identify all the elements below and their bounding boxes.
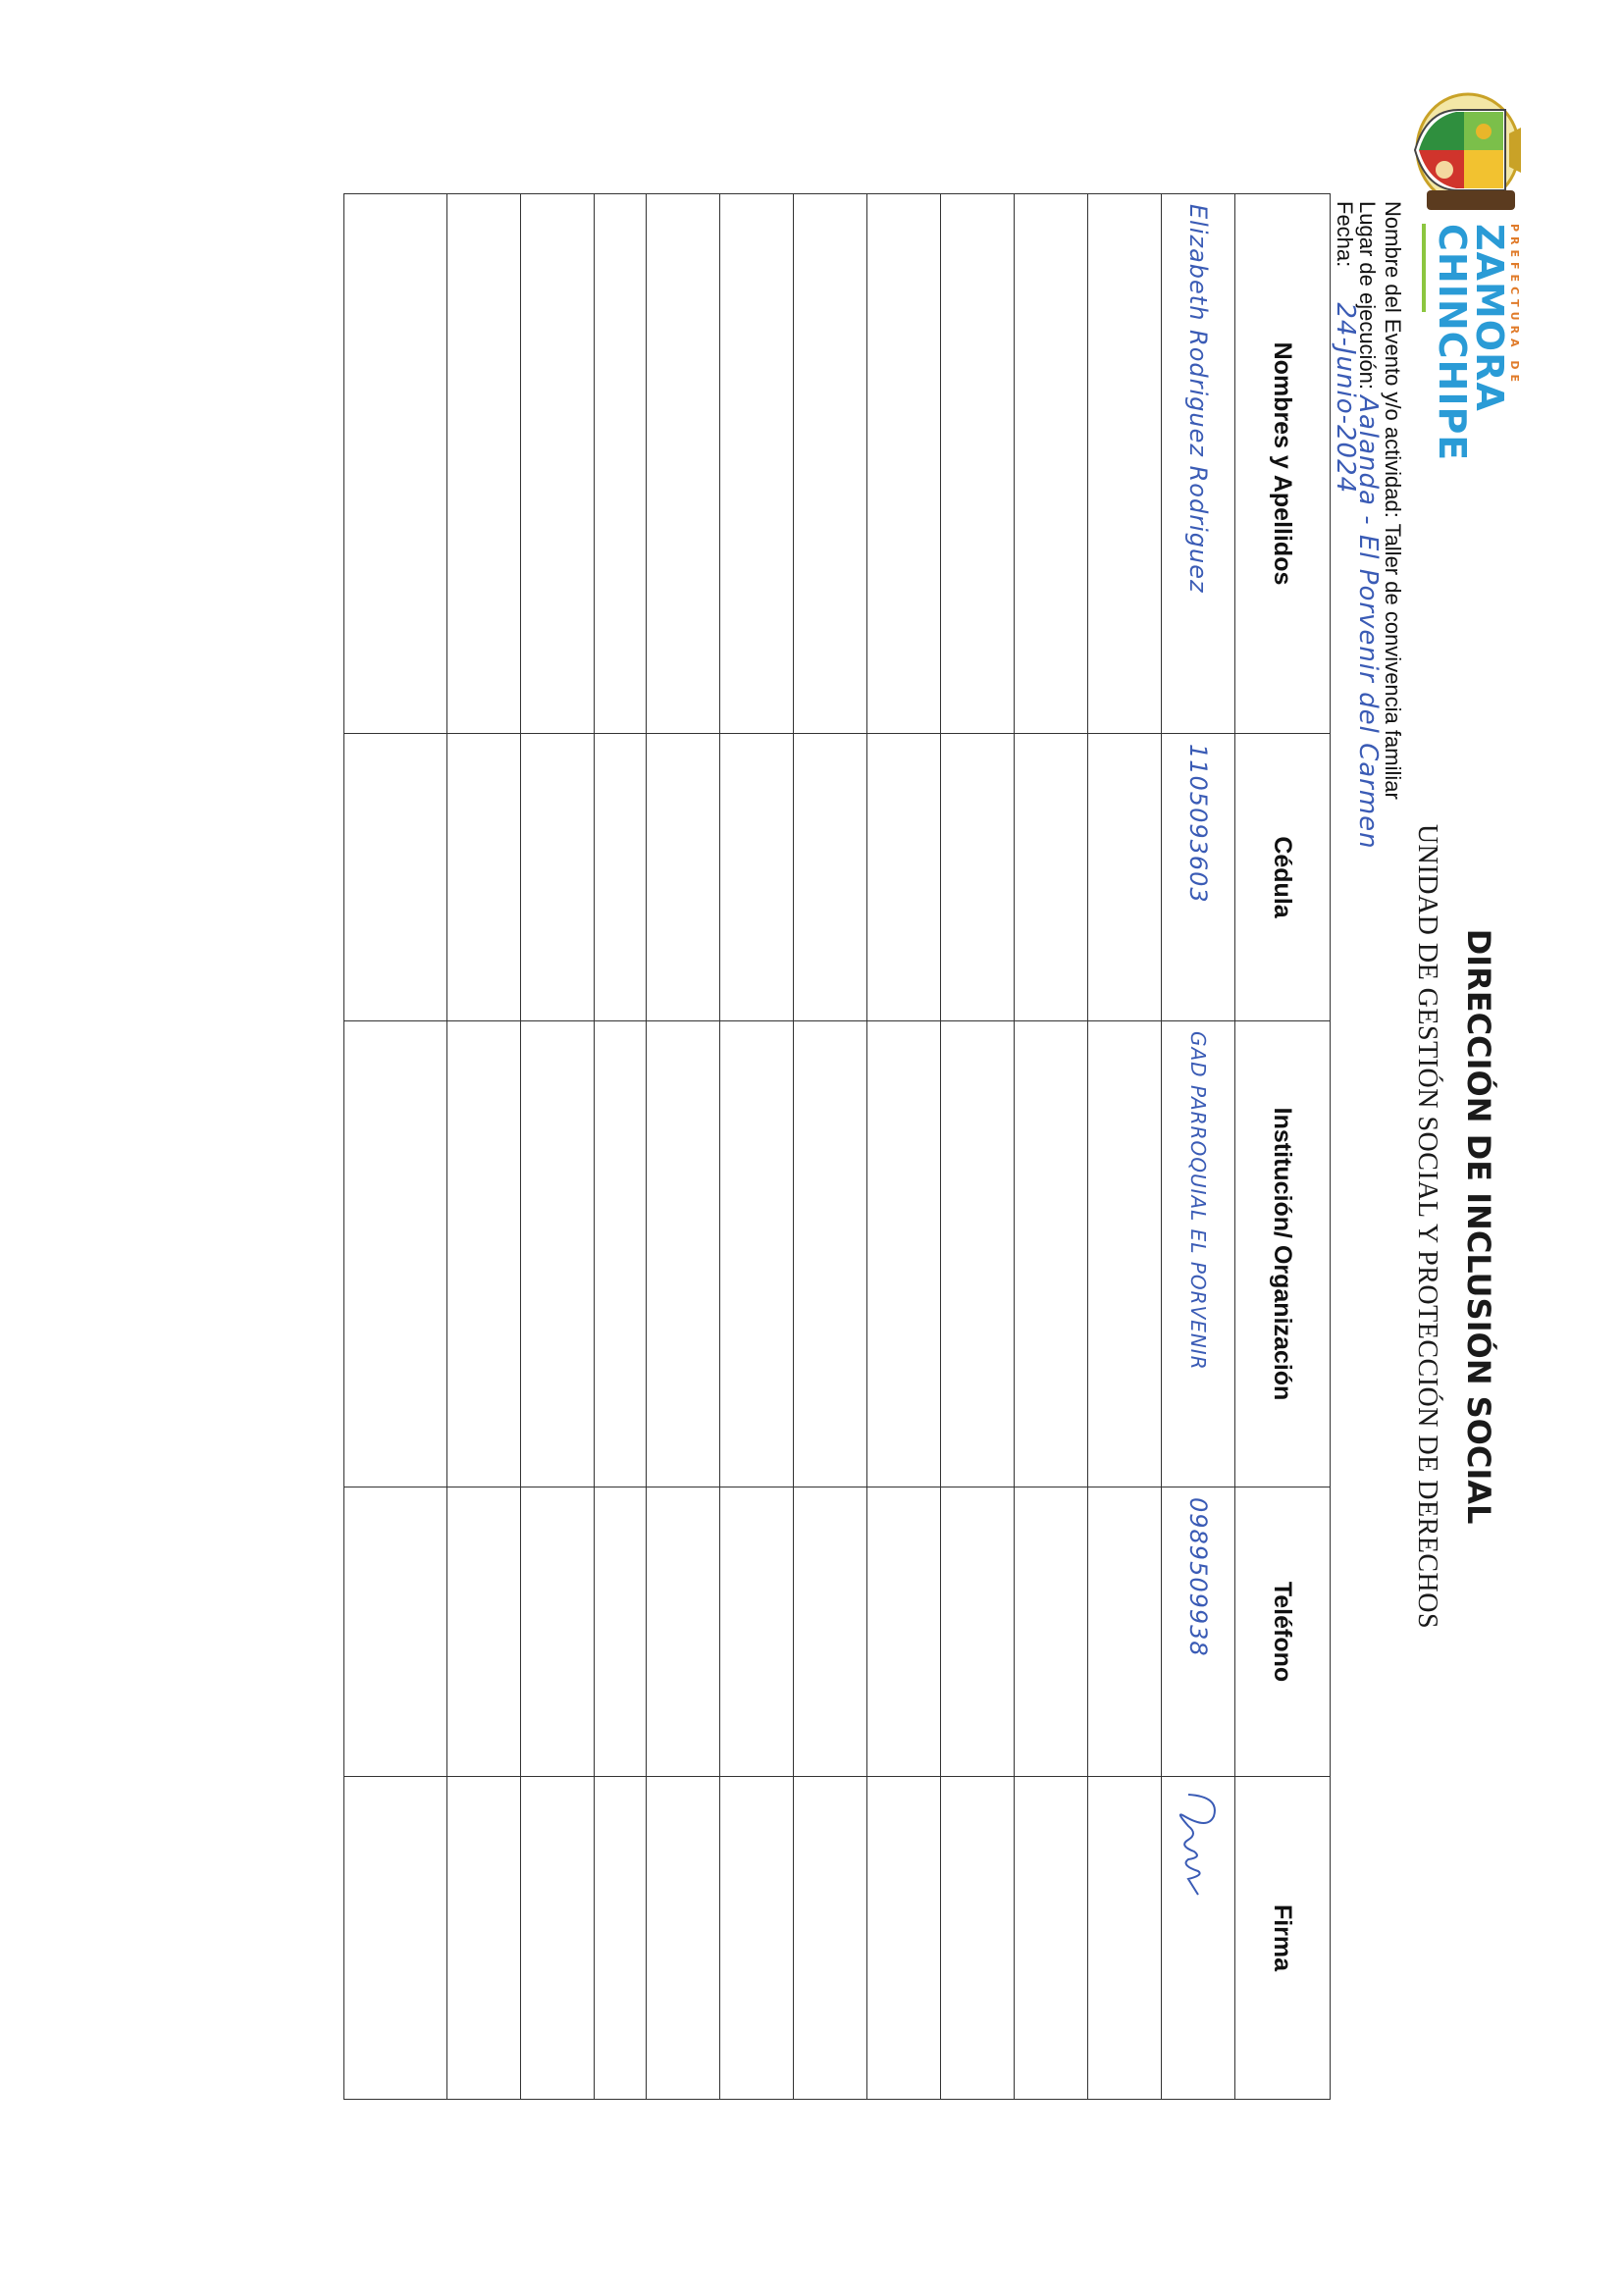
cell-name[interactable] xyxy=(447,194,521,734)
cell-signature[interactable] xyxy=(344,1777,447,2100)
table-row xyxy=(720,194,794,2100)
signature-icon xyxy=(1169,1787,1228,1905)
cell-institution[interactable] xyxy=(867,1021,941,1487)
brand-line-2: CHINCHIPE xyxy=(1431,224,1474,462)
page-subtitle: UNIDAD DE GESTIÓN SOCIAL Y PROTECCIÓN DE DERECHOS xyxy=(1412,823,1442,1630)
cell-name[interactable]: Elizabeth Rodriguez Rodriguez xyxy=(1162,194,1235,734)
brand-line-1: ZAMORA xyxy=(1468,224,1511,412)
cell-cedula[interactable] xyxy=(447,734,521,1021)
table-row xyxy=(1015,194,1088,2100)
event-date-value: 24-Junio-2024 xyxy=(1331,302,1360,495)
cell-cedula[interactable] xyxy=(1088,734,1162,1021)
cell-signature[interactable] xyxy=(595,1777,647,2100)
event-name-label: Nombre del Evento y/o actividad: xyxy=(1381,201,1405,518)
column-header-names: Nombres y Apellidos xyxy=(1235,194,1331,734)
cell-phone[interactable] xyxy=(595,1487,647,1777)
cell-name[interactable] xyxy=(521,194,595,734)
cell-signature[interactable] xyxy=(1015,1777,1088,2100)
cell-phone[interactable] xyxy=(447,1487,521,1777)
cell-cedula[interactable] xyxy=(794,734,867,1021)
cell-signature[interactable] xyxy=(794,1777,867,2100)
column-header-signature: Firma xyxy=(1235,1777,1331,2100)
cell-signature[interactable] xyxy=(1088,1777,1162,2100)
cell-cedula[interactable] xyxy=(647,734,720,1021)
cell-signature[interactable] xyxy=(720,1777,794,2100)
cell-name[interactable] xyxy=(647,194,720,734)
table-row xyxy=(867,194,941,2100)
cell-name[interactable] xyxy=(720,194,794,734)
table-row xyxy=(595,194,647,2100)
cell-cedula[interactable] xyxy=(344,734,447,1021)
cell-signature[interactable] xyxy=(521,1777,595,2100)
crest-icon xyxy=(1407,88,1535,216)
cell-institution[interactable] xyxy=(647,1021,720,1487)
cell-phone[interactable] xyxy=(1088,1487,1162,1777)
cell-signature[interactable] xyxy=(941,1777,1015,2100)
cell-institution[interactable]: GAD PARROQUIAL EL PORVENIR xyxy=(1162,1021,1235,1487)
cell-phone[interactable]: 0989509938 xyxy=(1162,1487,1235,1777)
cell-cedula[interactable]: 1105093603 xyxy=(1162,734,1235,1021)
table-row xyxy=(647,194,720,2100)
event-date-label: Fecha: xyxy=(1333,201,1357,268)
cell-cedula[interactable] xyxy=(521,734,595,1021)
table-header-row xyxy=(1235,194,1331,2100)
cell-phone[interactable] xyxy=(794,1487,867,1777)
cell-cedula[interactable] xyxy=(941,734,1015,1021)
cell-signature[interactable] xyxy=(647,1777,720,2100)
table-row xyxy=(1162,194,1235,2100)
cell-name[interactable] xyxy=(1015,194,1088,734)
cell-cedula[interactable] xyxy=(1015,734,1088,1021)
cell-institution[interactable] xyxy=(720,1021,794,1487)
table-row xyxy=(521,194,595,2100)
cell-name[interactable] xyxy=(1088,194,1162,734)
event-place-value: Aalanda - El Porvenir del Carmen xyxy=(1353,395,1383,850)
table-row xyxy=(1088,194,1162,2100)
brand-prefix: PREFECTURA DE xyxy=(1508,224,1521,388)
cell-institution[interactable] xyxy=(794,1021,867,1487)
table-row xyxy=(941,194,1015,2100)
cell-name[interactable] xyxy=(867,194,941,734)
cell-cedula[interactable] xyxy=(720,734,794,1021)
table-row xyxy=(344,194,447,2100)
cell-institution[interactable] xyxy=(1015,1021,1088,1487)
cell-phone[interactable] xyxy=(521,1487,595,1777)
page-title: DIRECCIÓN DE INCLUSIÓN SOCIAL xyxy=(1460,928,1497,1525)
cell-institution[interactable] xyxy=(344,1021,447,1487)
cell-cedula[interactable] xyxy=(867,734,941,1021)
cell-signature[interactable] xyxy=(867,1777,941,2100)
cell-institution[interactable] xyxy=(447,1021,521,1487)
cell-institution[interactable] xyxy=(1088,1021,1162,1487)
cell-signature[interactable] xyxy=(447,1777,521,2100)
cell-institution[interactable] xyxy=(521,1021,595,1487)
cell-phone[interactable] xyxy=(941,1487,1015,1777)
cell-name[interactable] xyxy=(595,194,647,734)
cell-phone[interactable] xyxy=(720,1487,794,1777)
table-row xyxy=(447,194,521,2100)
event-date-row xyxy=(1331,201,1360,494)
cell-name[interactable] xyxy=(941,194,1015,734)
cell-phone[interactable] xyxy=(647,1487,720,1777)
event-name-value: Taller de convivencia familiar xyxy=(1381,523,1405,800)
cell-phone[interactable] xyxy=(344,1487,447,1777)
column-header-phone: Teléfono xyxy=(1235,1487,1331,1777)
cell-name[interactable] xyxy=(344,194,447,734)
cell-phone[interactable] xyxy=(867,1487,941,1777)
cell-institution[interactable] xyxy=(595,1021,647,1487)
cell-name[interactable] xyxy=(794,194,867,734)
attendance-table xyxy=(343,193,1331,2100)
table-row xyxy=(794,194,867,2100)
cell-phone[interactable] xyxy=(1015,1487,1088,1777)
cell-signature[interactable] xyxy=(1162,1777,1235,2100)
cell-institution[interactable] xyxy=(941,1021,1015,1487)
column-header-cedula: Cédula xyxy=(1235,734,1331,1021)
cell-cedula[interactable] xyxy=(595,734,647,1021)
event-name-row xyxy=(1380,201,1405,800)
event-place-label: Lugar de ejecución: xyxy=(1355,201,1380,391)
column-header-institution: Institución/ Organización xyxy=(1235,1021,1331,1487)
